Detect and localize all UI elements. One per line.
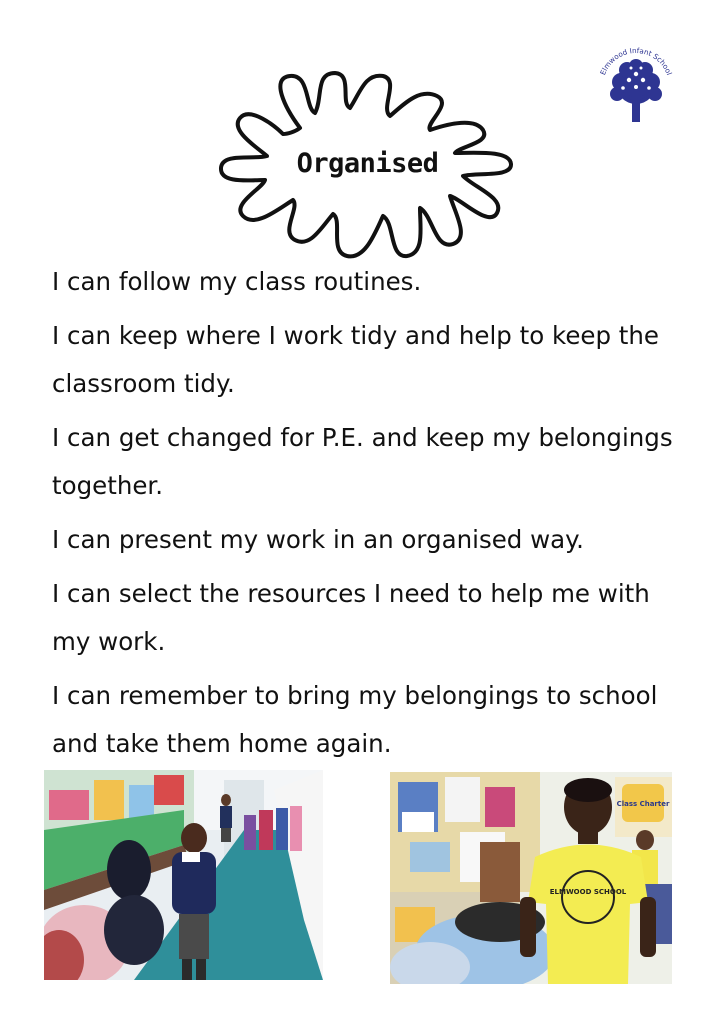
statement-item: I can remember to bring my belongings to school and take them home again. <box>52 681 658 758</box>
logo-text: Elmwood Infant School <box>598 45 674 77</box>
statement-item: I can follow my class routines. <box>52 267 422 296</box>
statement-item: I can keep where I work tidy and help to keep the classroom tidy. <box>52 321 660 398</box>
statement-item: I can select the resources I need to help me with my work. <box>52 579 650 656</box>
photo-coat-pegs <box>44 770 323 980</box>
class-charter-sign: Class Charter <box>616 800 670 808</box>
shirt-logo-text: ELMWOOD SCHOOL <box>549 888 627 896</box>
statement-list <box>52 258 692 774</box>
school-logo <box>593 42 679 128</box>
statement-item: I can get changed for P.E. and keep my belongings together. <box>52 423 673 500</box>
page-title: Organised <box>296 148 439 179</box>
corridor-photo-icon <box>44 770 323 980</box>
statement-item: I can present my work in an organised way. <box>52 525 584 554</box>
classroom-photo-icon <box>390 772 672 984</box>
tree-logo-icon <box>593 42 679 128</box>
photo-pe-kit <box>390 772 672 984</box>
title-splat <box>215 68 520 263</box>
